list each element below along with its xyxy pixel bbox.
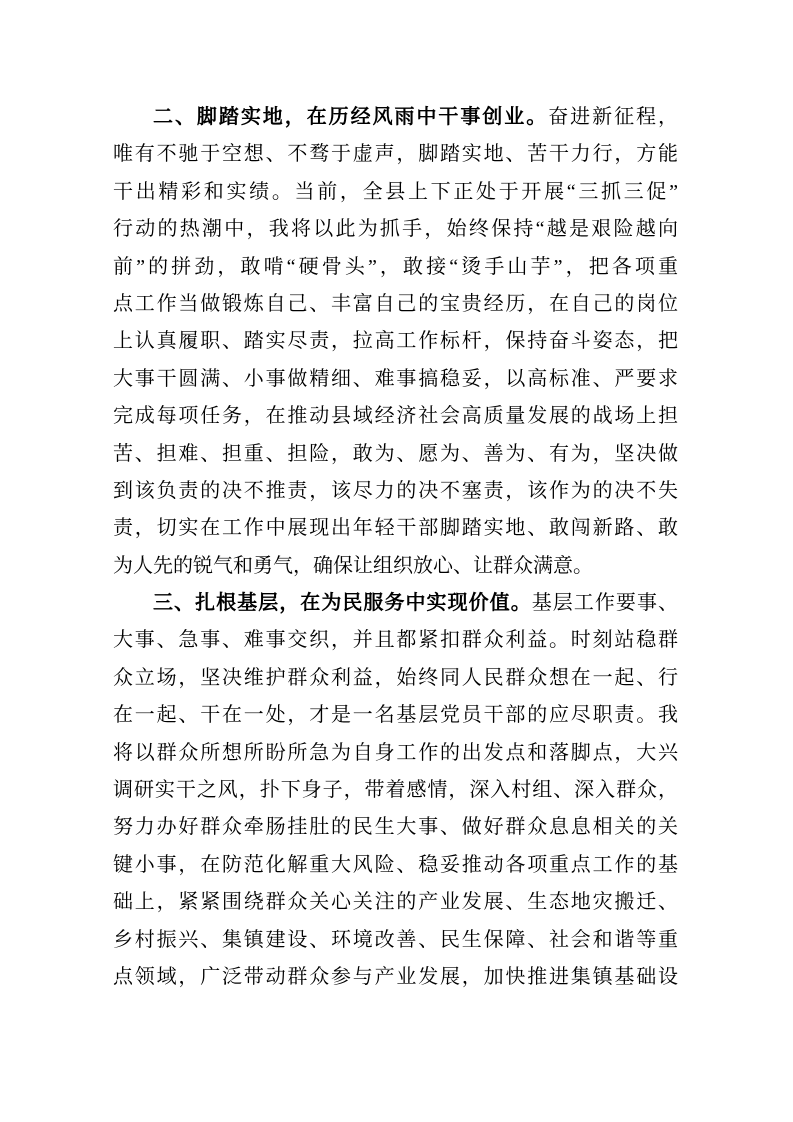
document-line: 责，切实在工作中展现出年轻干部脚踏实地、敢闯新路、敢 [113, 517, 678, 540]
document-text-block [113, 99, 678, 996]
paragraph-lead-text: 基层工作要事、 [531, 592, 679, 615]
paragraph-section-3 [113, 585, 678, 996]
document-line: 上认真履职、踏实尽责，拉高工作标杆，保持奋斗姿态，把 [113, 330, 678, 353]
document-line: 大事干圆满、小事做精细、难事搞稳妥，以高标准、严要求 [113, 367, 678, 390]
document-line: 础上，紧紧围绕群众关心关注的产业发展、生态地灾搬迁、 [113, 891, 678, 914]
document-line: 点工作当做锻炼自己、丰富自己的宝贵经历，在自己的岗位 [113, 292, 678, 315]
document-line: 行动的热潮中，我将以此为抓手，始终保持“越是艰险越向 [113, 218, 678, 241]
document-line: 调研实干之风，扑下身子，带着感情，深入村组、深入群众， [113, 779, 678, 802]
document-line [113, 99, 678, 136]
paragraph-section-2 [113, 99, 678, 585]
document-line: 干出精彩和实绩。当前，全县上下正处于开展“三抓三促” [113, 180, 678, 203]
document-line: 大事、急事、难事交织，并且都紧扣群众利益。时刻站稳群 [113, 629, 678, 652]
document-line: 努力办好群众牵肠挂肚的民生大事、做好群众息息相关的关 [113, 816, 678, 839]
document-line: 点领域，广泛带动群众参与产业发展，加快推进集镇基础设 [113, 965, 678, 988]
document-line: 完成每项任务，在推动县域经济社会高质量发展的战场上担 [113, 405, 678, 428]
document-line: 键小事，在防范化解重大风险、稳妥推动各项重点工作的基 [113, 853, 678, 876]
document-line: 苦、担难、担重、担险，敢为、愿为、善为、有为，坚决做 [113, 442, 678, 465]
paragraph-heading: 二、脚踏实地，在历经风雨中干事创业。 [153, 106, 549, 128]
document-line: 到该负责的决不推责，该尽力的决不塞责，该作为的决不失 [113, 479, 678, 502]
paragraph-heading: 三、扎根基层，在为民服务中实现价值。 [153, 592, 532, 615]
document-line: 众立场，坚决维护群众利益，始终同人民群众想在一起、行 [113, 666, 678, 689]
document-line: 为人先的锐气和勇气，确保让组织放心、让群众满意。 [113, 554, 593, 577]
document-line: 乡村振兴、集镇建设、环境改善、民生保障、社会和谐等重 [113, 928, 678, 951]
document-line: 唯有不驰于空想、不骛于虚声，脚踏实地、苦干力行，方能 [113, 143, 678, 166]
document-line [113, 585, 678, 622]
document-line: 前”的拼劲，敢啃“硬骨头”，敢接“烫手山芋”，把各项重 [113, 255, 678, 278]
paragraph-lead-text: 奋进新征程， [548, 106, 679, 128]
document-line: 在一起、干在一处，才是一名基层党员干部的应尽职责。我 [113, 704, 678, 727]
document-line: 将以群众所想所盼所急为自身工作的出发点和落脚点，大兴 [113, 741, 678, 764]
